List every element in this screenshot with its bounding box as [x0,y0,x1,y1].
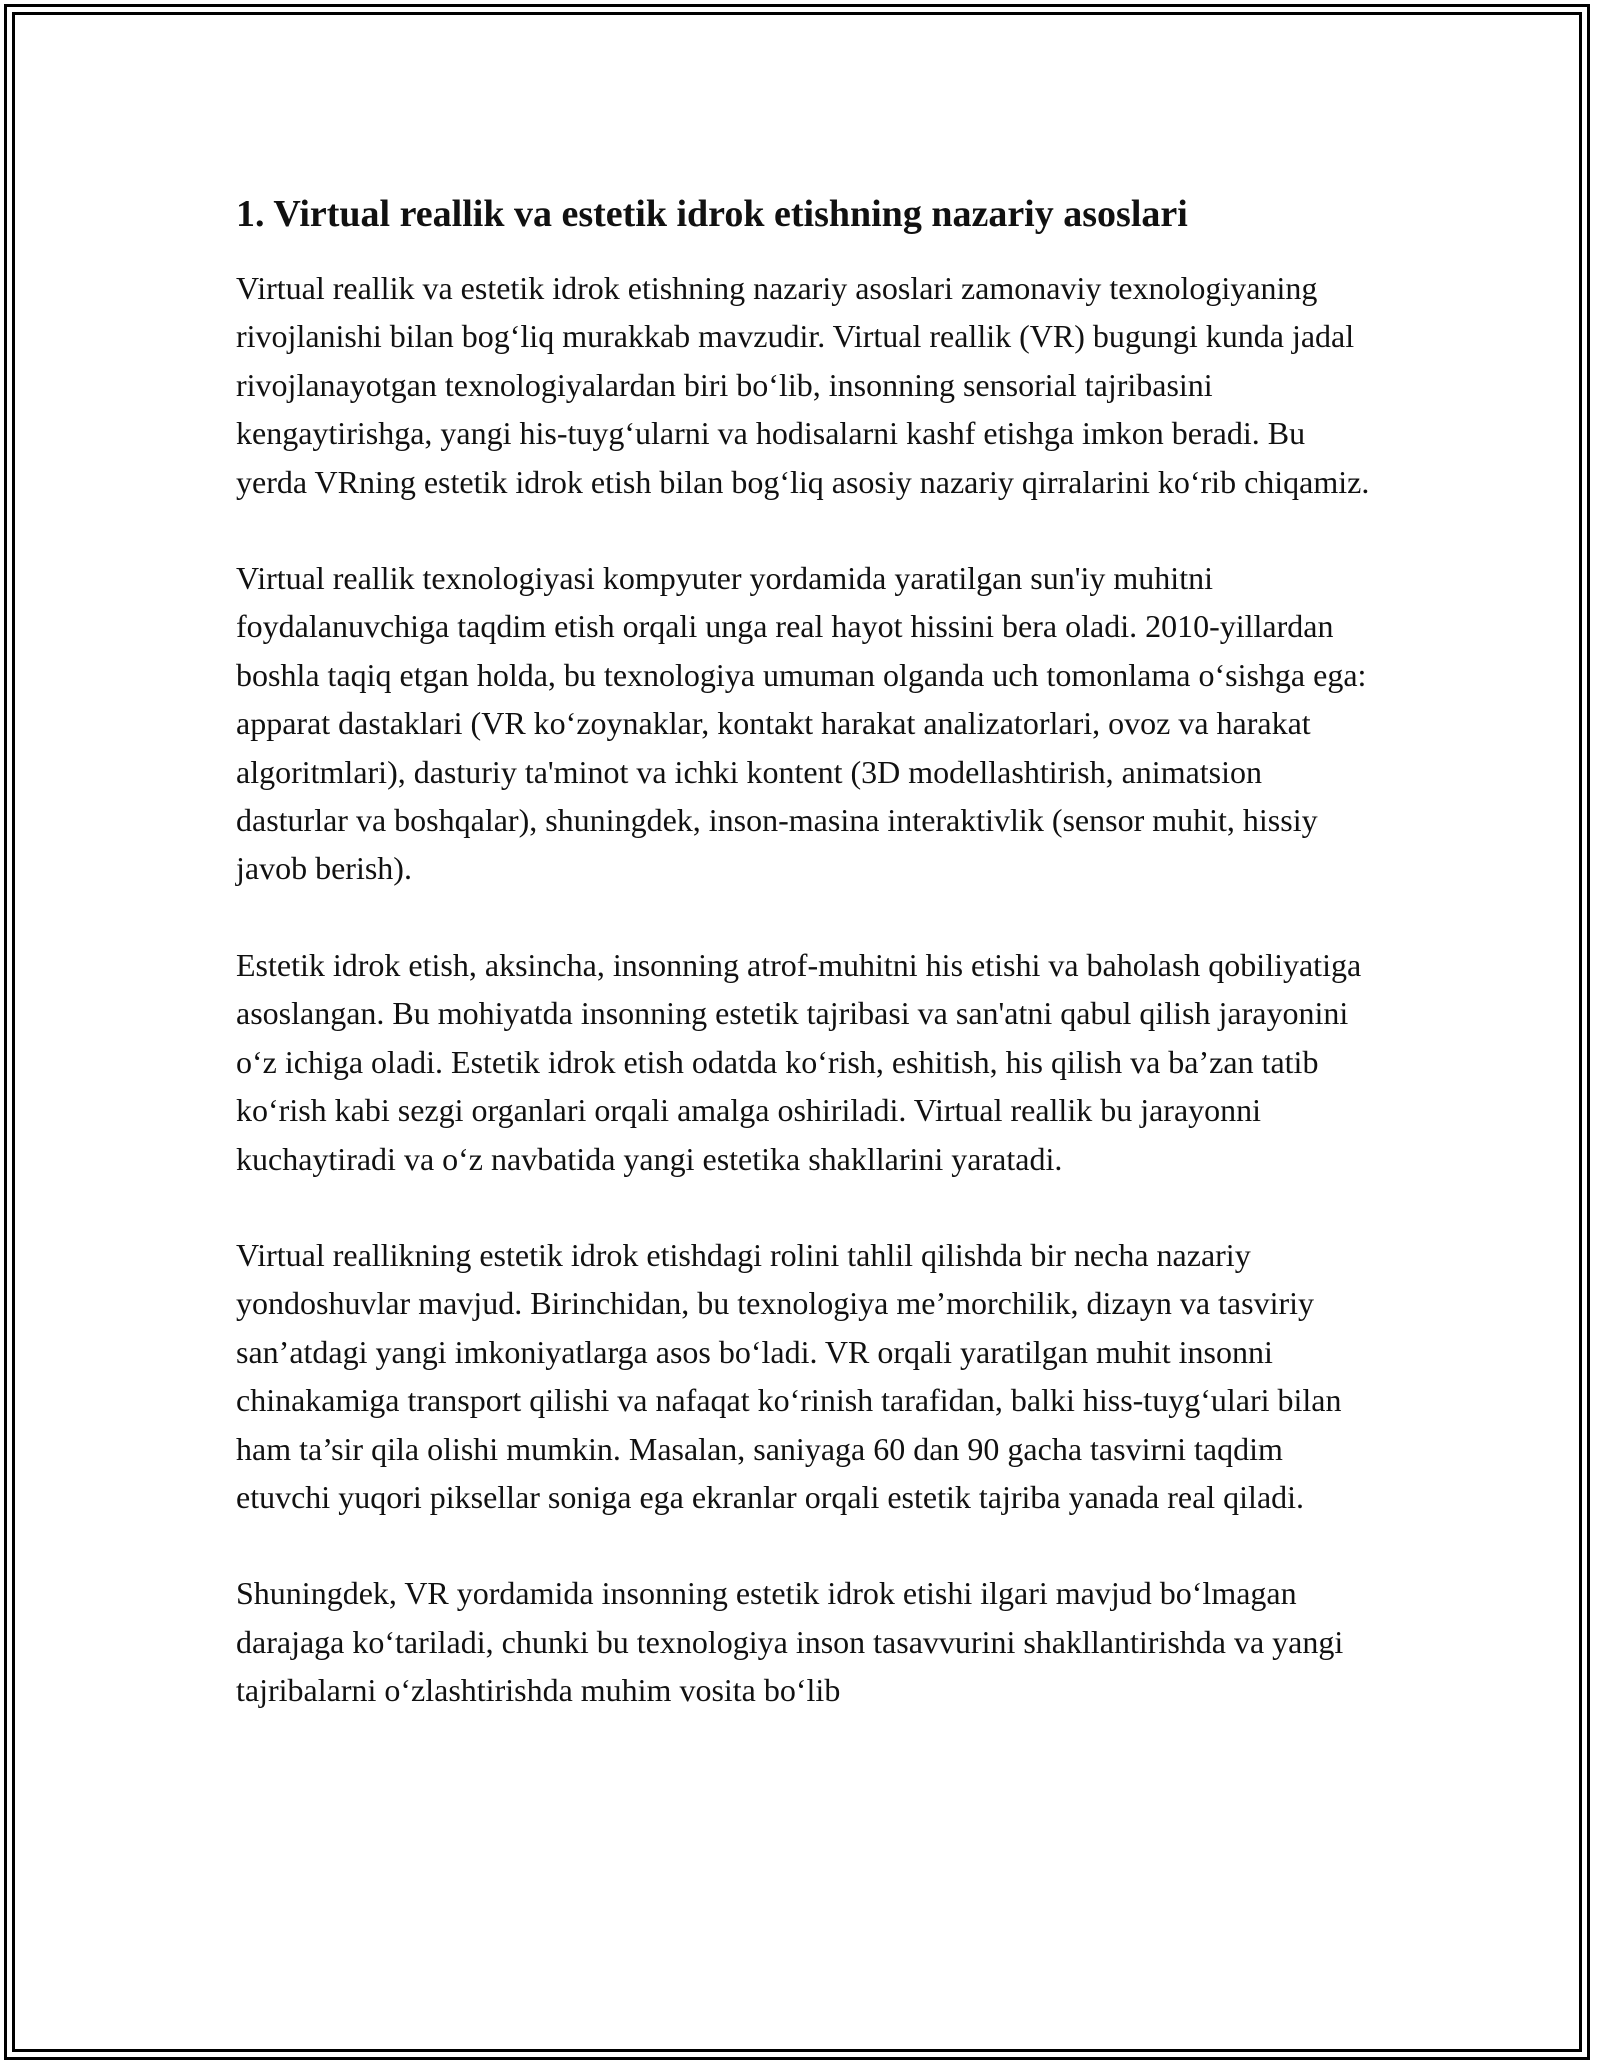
paragraph-5: Shuningdek, VR yordamida insonning estetik idrok etishi ilgari mavjud bo‘lmagan darajaga ko‘tariladi, chunki bu texnologiya inson tasavvurini shakllantirishda va yangi tajribalarni o‘zlashtirishda muhim vosita bo‘lib [236,1575,1344,1709]
paragraph-4: Virtual reallikning estetik idrok etishdagi rolini tahlil qilishda bir necha nazariy yondoshuvlar mavjud. Birinchidan, bu texnologiya me’morchilik, dizayn va tasviriy san’atdagi yangi imkoniyatlarga asos bo‘ladi. VR orqali yaratilgan muhit insonni chinakamiga transport qilishi va nafaqat ko‘rinish tarafidan, balki hiss-tuyg‘ulari bilan ham ta’sir qila olishi mumkin. Masalan, saniyaga 60 dan 90 gacha tasvirni taqdim etuvchi yuqori piksellar soniga ega ekranlar orqali estetik tajriba yanada real qiladi. [236,1236,1342,1515]
document-body [236,186,1376,1715]
paragraph-2: Virtual reallik texnologiyasi kompyuter yordamida yaratilgan sun'iy muhitni foydalanuvchiga taqdim etish orqali unga real hayot hissini bera oladi. 2010-yillardan boshla taqiq etgan holda, bu texnologiya umuman olganda uch tomonlama o‘sishga ega: apparat dastaklari (VR ko‘zoynaklar, kontakt harakat analizatorlari, ovoz va harakat algoritmlari), dasturiy ta'minot va ichki kontent (3D modellashtirish, animatsion dasturlar va boshqalar), shuningdek, inson-masina interaktivlik (sensor muhit, hissiy javob berish). [236,560,1367,887]
paragraph-3: Estetik idrok etish, aksincha, insonning atrof-muhitni his etishi va baholash qobiliyatiga asoslangan. Bu mohiyatda insonning estetik tajribasi va san'atni qabul qilish jarayonini o‘z ichiga oladi. Estetik idrok etish odatda ko‘rish, eshitish, his qilish va ba’zan tatib ko‘rish kabi sezgi organlari orqali amalga oshiriladi. Virtual reallik bu jarayonni kuchaytiradi va o‘z navbatida yangi estetika shakllarini yaratadi. [236,946,1362,1177]
paragraph-1: Virtual reallik va estetik idrok etishning nazariy asoslari zamonaviy texnologiyaning rivojlanishi bilan bog‘liq murakkab mavzudir. Virtual reallik (VR) bugungi kunda jadal rivojlanayotgan texnologiyalardan biri bo‘lib, insonning sensorial tajribasini kengaytirishga, yangi his-tuyg‘ularni va hodisalarni kashf etishga imkon beradi. Bu yerda VRning estetik idrok etish bilan bog‘liq asosiy nazariy qirralarini ko‘rib chiqamiz. [236,270,1370,500]
section-heading: 1. Virtual reallik va estetik idrok etishning nazariy asoslari [236,193,1188,235]
